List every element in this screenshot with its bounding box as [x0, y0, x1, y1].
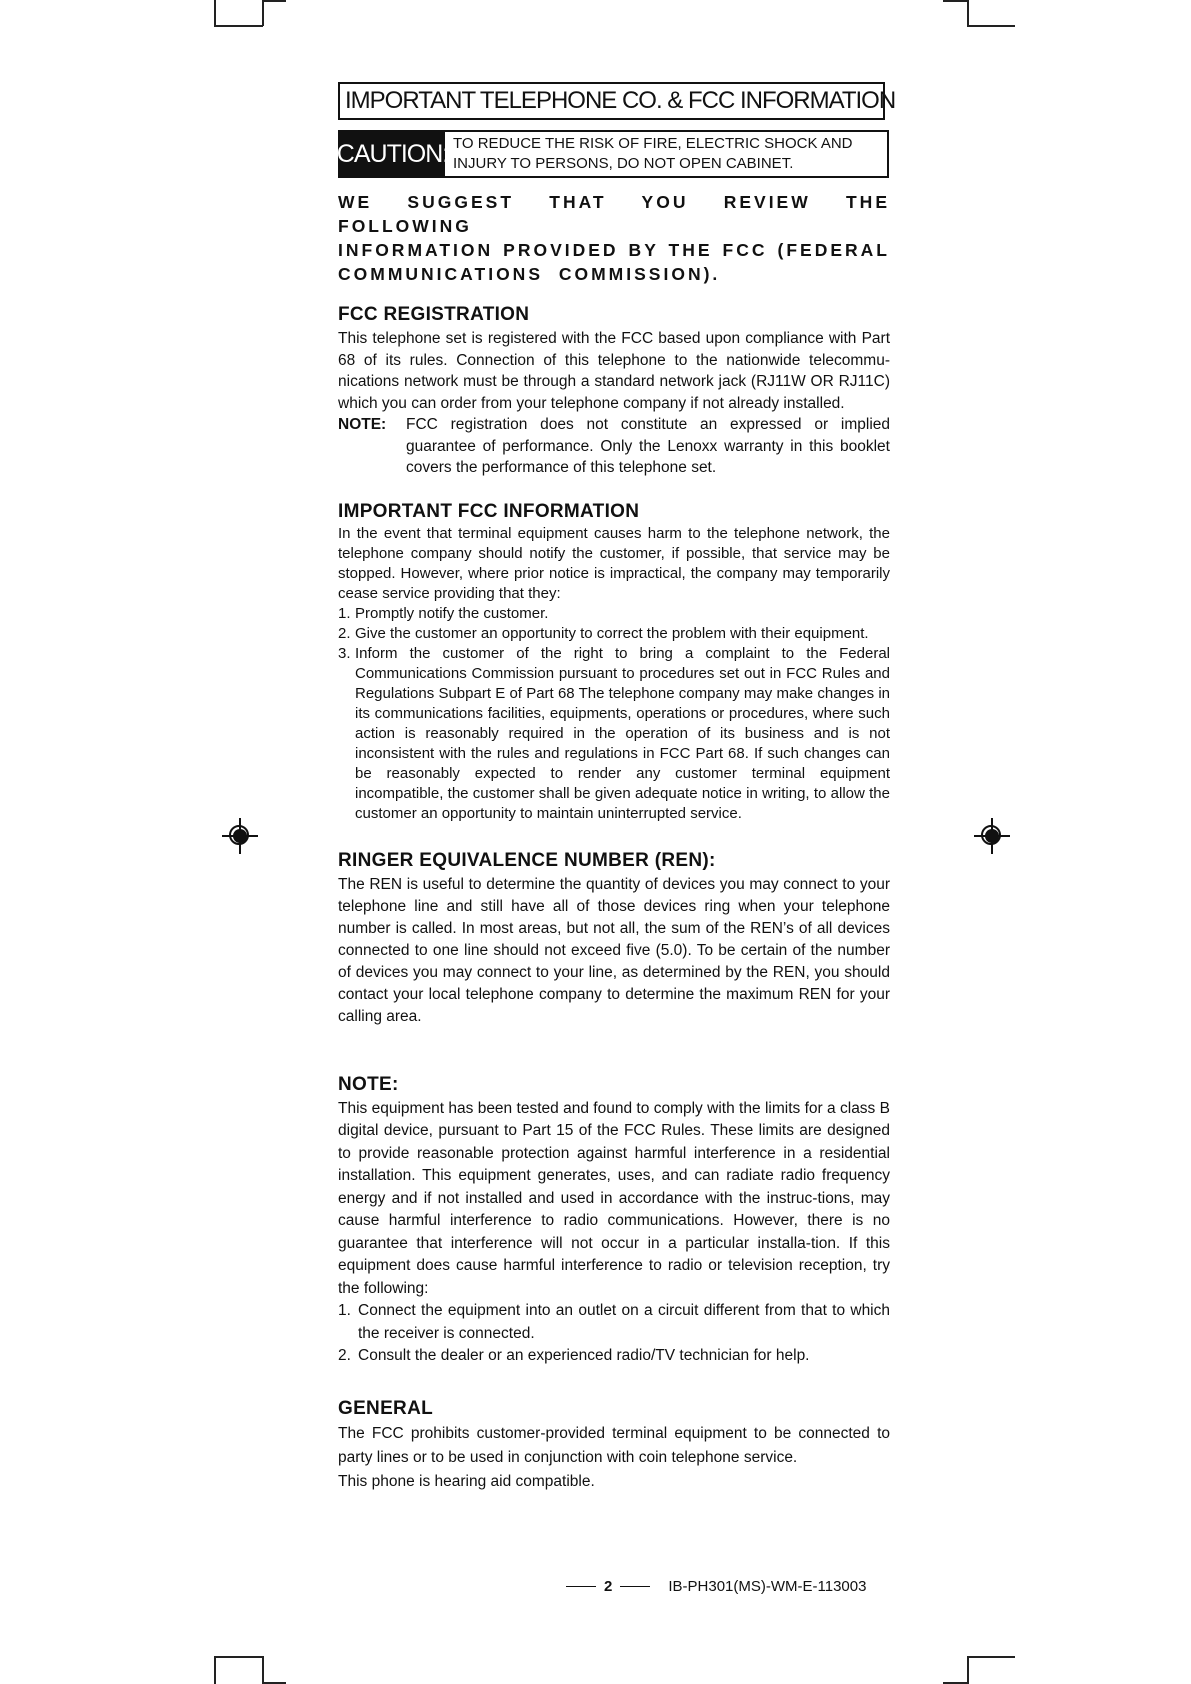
document-body	[336, 82, 896, 1494]
crop-mark	[262, 0, 286, 2]
note-body: This equipment has been tested and found to comply with the limits for a class B digital device, pursuant to Part 15 of the FCC Rules. These limits are designed to provide reasonable protection against harmful interference in a residential installation. This equipment generates, uses, and can radiate radio frequency energy and if not installed and used in accordance with the instruc-tions, may cause harmful interference to radio communications. However, there is no guarantee that interference will not occur in a particular installa-tion. If this equipment does cause harmful interference to radio or television reception, try the following:	[338, 1099, 890, 1297]
crop-mark	[967, 1656, 969, 1684]
list-item: 1. Connect the equipment into an outlet on a circuit different from that to which the receiver is connected.	[338, 1302, 890, 1342]
registration-mark-icon	[222, 818, 258, 854]
list-item: 2. Consult the dealer or an experienced radio/TV technician for help.	[338, 1347, 810, 1364]
general-heading: GENERAL	[338, 1397, 433, 1419]
ren-body: The REN is useful to determine the quantity of devices you may connect to your telephone line and still have all of those devices ring when your telephone number is called. In most areas, but not all, the sum of the REN’s of all devices connected to one line should not exceed five (5.0). To be certain of the number of devices you may connect to your line, as determined by the REN, you should contact your local telephone company to determine the maximum REN for your calling area.	[338, 875, 890, 1025]
page-title: IMPORTANT TELEPHONE CO. & FCC INFORMATION	[338, 82, 885, 120]
caution-box	[338, 130, 889, 178]
registration-note	[338, 414, 890, 479]
list-item: 2. Give the customer an opportunity to correct the problem with their equipment.	[338, 624, 869, 642]
caution-text: TO REDUCE THE RISK OF FIRE, ELECTRIC SHOCK AND INJURY TO PERSONS, DO NOT OPEN CABINET.	[453, 135, 853, 172]
crop-mark	[214, 1656, 263, 1658]
page-footer	[566, 1578, 890, 1595]
suggest-notice: WE SUGGEST THAT YOU REVIEW THE FOLLOWING INFORMATION PROVIDED BY THE FCC (FEDERAL COMMUNICATIONS COMMISSION).	[338, 192, 890, 284]
crop-mark	[943, 0, 968, 2]
ren-heading: RINGER EQUIVALENCE NUMBER (REN):	[338, 849, 716, 871]
crop-mark	[262, 1682, 286, 1684]
page-number: 2	[604, 1578, 613, 1595]
crop-mark	[262, 1656, 264, 1684]
general-body: The FCC prohibits customer-provided terminal equipment to be connected to party lines or to be used in conjunction with coin telephone service.	[338, 1424, 890, 1466]
registration-mark-icon	[974, 818, 1010, 854]
crop-mark	[214, 0, 216, 26]
note-text: FCC registration does not constitute an expressed or implied guarantee of performance. Only the Lenoxx warranty in this booklet covers the performance of this telephone set.	[406, 416, 890, 476]
footer-rule	[620, 1586, 650, 1588]
important-fcc-heading: IMPORTANT FCC INFORMATION	[338, 500, 640, 522]
fcc-registration-heading: FCC REGISTRATION	[338, 304, 530, 325]
document-code: IB-PH301(MS)-WM-E-113003	[668, 1578, 867, 1595]
crop-mark	[967, 25, 1015, 27]
crop-mark	[214, 1656, 216, 1684]
important-fcc-list	[338, 604, 890, 824]
note-heading: NOTE:	[338, 1073, 399, 1095]
list-item: 3. Inform the customer of the right to bring a complaint to the Federal Communications Commission pursuant to procedures set out in FCC Rules and Regulations Subpart E of Part 68 The telephone company may make changes in its communications facilities, equipments, operations or procedures, where such action is reasonably required in the operation of its business and is not inconsistent with the rules and regulations in FCC Part 68. If such changes can be reasonably expected to render any customer terminal equipment incompatible, the customer shall be given adequate notice in writing, to allow the customer an opportunity to maintain uninterrupted service.	[338, 644, 890, 822]
note-list	[338, 1300, 890, 1368]
list-item: 1. Promptly notify the customer.	[338, 604, 549, 622]
crop-mark	[943, 1682, 968, 1684]
important-fcc-body: In the event that terminal equipment causes harm to the telephone network, the telephone company should notify the customer, if possible, that service may be stopped. However, where prior notice is impractical, the company may temporarily cease service providing that they:	[338, 524, 890, 602]
crop-mark	[214, 25, 263, 27]
footer-rule	[566, 1586, 596, 1588]
fcc-registration-body: This telephone set is registered with the FCC based upon compliance with Part 68 of its rules. Connection of this telephone to the nationwide telecommu-nications network must be through a standard network jack (RJ11W OR RJ11C) which you can order from your telephone company if not already installed.	[338, 330, 890, 412]
note-label: NOTE:	[338, 416, 387, 433]
crop-mark	[262, 0, 264, 26]
crop-mark	[967, 1656, 1015, 1658]
caution-label: CAUTION:	[340, 132, 445, 176]
crop-mark	[967, 0, 969, 26]
general-hearing-aid: This phone is hearing aid compatible.	[338, 1472, 595, 1490]
